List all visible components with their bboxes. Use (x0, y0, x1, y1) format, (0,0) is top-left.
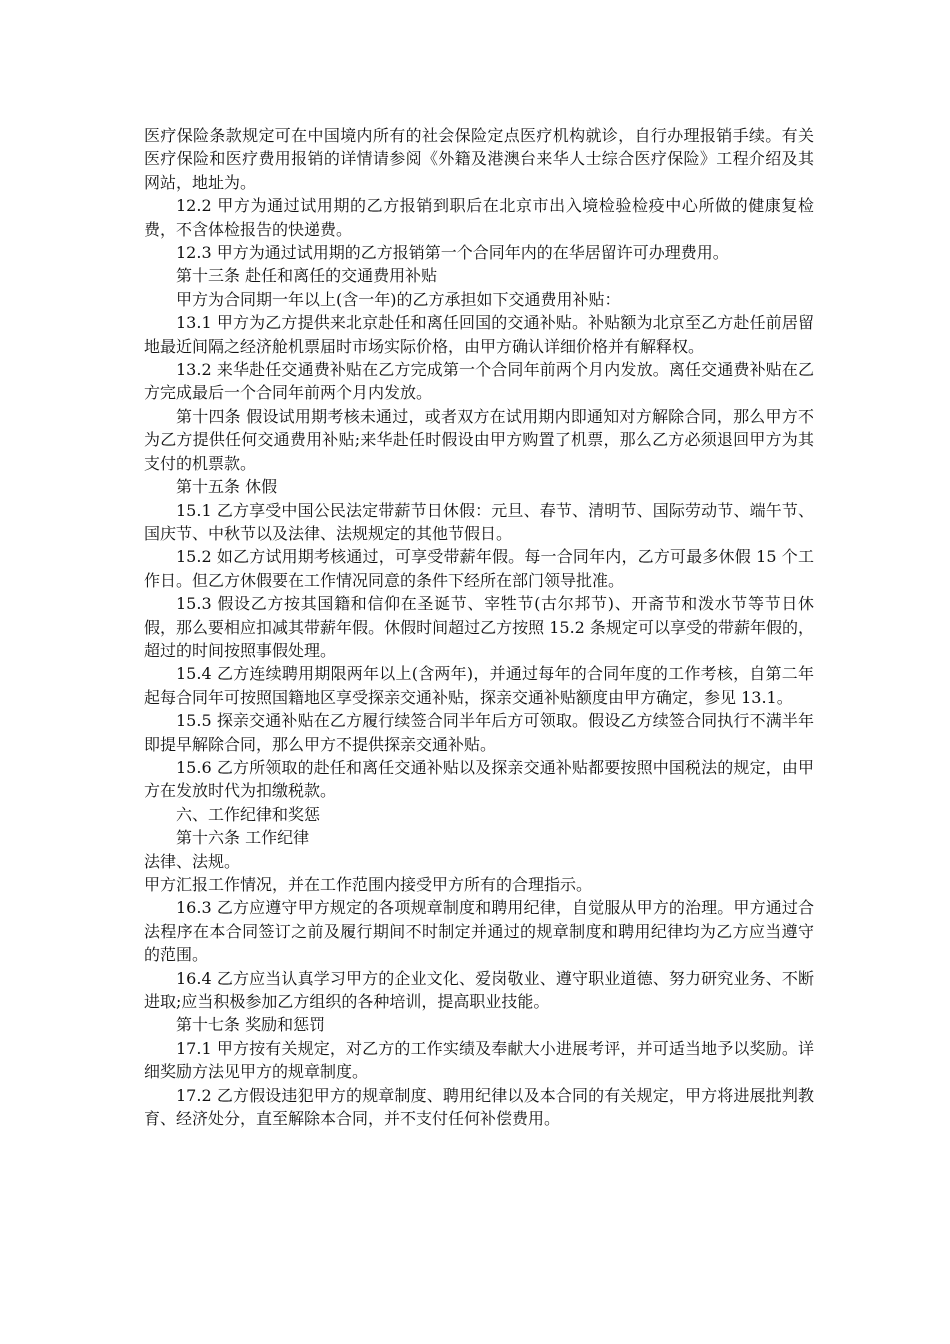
section-heading: 第十六条 工作纪律 (176, 828, 310, 848)
paragraph: 甲方汇报工作情况，并在工作范围内接受甲方所有的合理指示。 (144, 875, 593, 894)
paragraph: 13.1 甲方为乙方提供来北京赴任和离任回国的交通补贴。补贴额为北京至乙方赴任前居留地最近间隔之经济舱机票届时市场实际价格，由甲方确认详细价格并有解释权。 (144, 313, 814, 356)
paragraph: 17.1 甲方按有关规定，对乙方的工作实绩及奉献大小进展考评，并可适当地予以奖励。详细奖励方法见甲方的规章制度。 (144, 1038, 814, 1082)
paragraph: 医疗保险条款规定可在中国境内所有的社会保险定点医疗机构就诊，自行办理报销手续。有关医疗保险和医疗费用报销的详情请参阅《外籍及港澳台来华人士综合医疗保险》工程介绍及其网站，地址为。 (144, 126, 814, 192)
paragraph: 第十四条 假设试用期考核未通过，或者双方在试用期内即通知对方解除合同，那么甲方不为乙方提供任何交通费用补贴;来华赴任时假设由甲方购置了机票，那么乙方必须退回甲方为其支付的机票款。 (144, 406, 814, 473)
chapter-heading: 六、工作纪律和奖惩 (176, 804, 321, 824)
paragraph: 12.3 甲方为通过试用期的乙方报销第一个合同年内的在华居留许可办理费用。 (176, 243, 729, 263)
section-heading: 第十五条 休假 (176, 477, 278, 497)
paragraph: 法律、法规。 (144, 851, 241, 871)
paragraph: 13.2 来华赴任交通费补贴在乙方完成第一个合同年前两个月内发放。离任交通费补贴在乙方完成最后一个合同年前两个月内发放。 (144, 360, 814, 403)
paragraph: 17.2 乙方假设违犯甲方的规章制度、聘用纪律以及本合同的有关规定，甲方将进展批判教育、经济处分，直至解除本合同，并不支付任何补偿费用。 (144, 1085, 814, 1129)
section-heading: 第十三条 赴任和离任的交通费用补贴 (176, 266, 438, 286)
paragraph: 15.3 假设乙方按其国籍和信仰在圣诞节、宰牲节(古尔邦节)、开斋节和泼水节等节日休假，那么要相应扣减其带薪年假。休假时间超过乙方按照 15.2 条规定可以享受的带薪年假的，超过的时间按照事假处理。 (144, 594, 814, 660)
document-body (144, 124, 814, 1130)
section-heading: 第十七条 奖励和惩罚 (176, 1015, 326, 1035)
paragraph: 15.1 乙方享受中国公民法定带薪节日休假：元旦、春节、清明节、国际劳动节、端午节、国庆节、中秋节以及法律、法规规定的其他节假日。 (144, 500, 814, 543)
paragraph: 甲方为合同期一年以上(含一年)的乙方承担如下交通费用补贴： (176, 289, 621, 309)
paragraph: 12.2 甲方为通过试用期的乙方报销到职后在北京市出入境检验检疫中心所做的健康复检费，不含体检报告的快递费。 (144, 196, 814, 239)
paragraph: 15.4 乙方连续聘用期限两年以上(含两年)，并通过每年的合同年度的工作考核，自第二年起每合同年可按照国籍地区享受探亲交通补贴，探亲交通补贴额度由甲方确定，参见 13.1。 (144, 664, 814, 707)
paragraph: 16.3 乙方应遵守甲方规定的各项规章制度和聘用纪律，自觉服从甲方的治理。甲方通过合法程序在本合同签订之前及履行期间不时制定并通过的规章制度和聘用纪律均为乙方应当遵守的范围。 (144, 898, 814, 965)
paragraph: 15.5 探亲交通补贴在乙方履行续签合同半年后方可领取。假设乙方续签合同执行不满半年即提早解除合同，那么甲方不提供探亲交通补贴。 (144, 711, 814, 754)
paragraph: 15.6 乙方所领取的赴任和离任交通补贴以及探亲交通补贴都要按照中国税法的规定，由甲方在发放时代为扣缴税款。 (144, 757, 814, 801)
paragraph: 16.4 乙方应当认真学习甲方的企业文化、爱岗敬业、遵守职业道德、努力研究业务、不断进取;应当积极参加乙方组织的各种培训，提高职业技能。 (144, 968, 814, 1012)
paragraph: 15.2 如乙方试用期考核通过，可享受带薪年假。每一合同年内，乙方可最多休假 15 个工作日。但乙方休假要在工作情况同意的条件下经所在部门领导批准。 (144, 547, 814, 590)
